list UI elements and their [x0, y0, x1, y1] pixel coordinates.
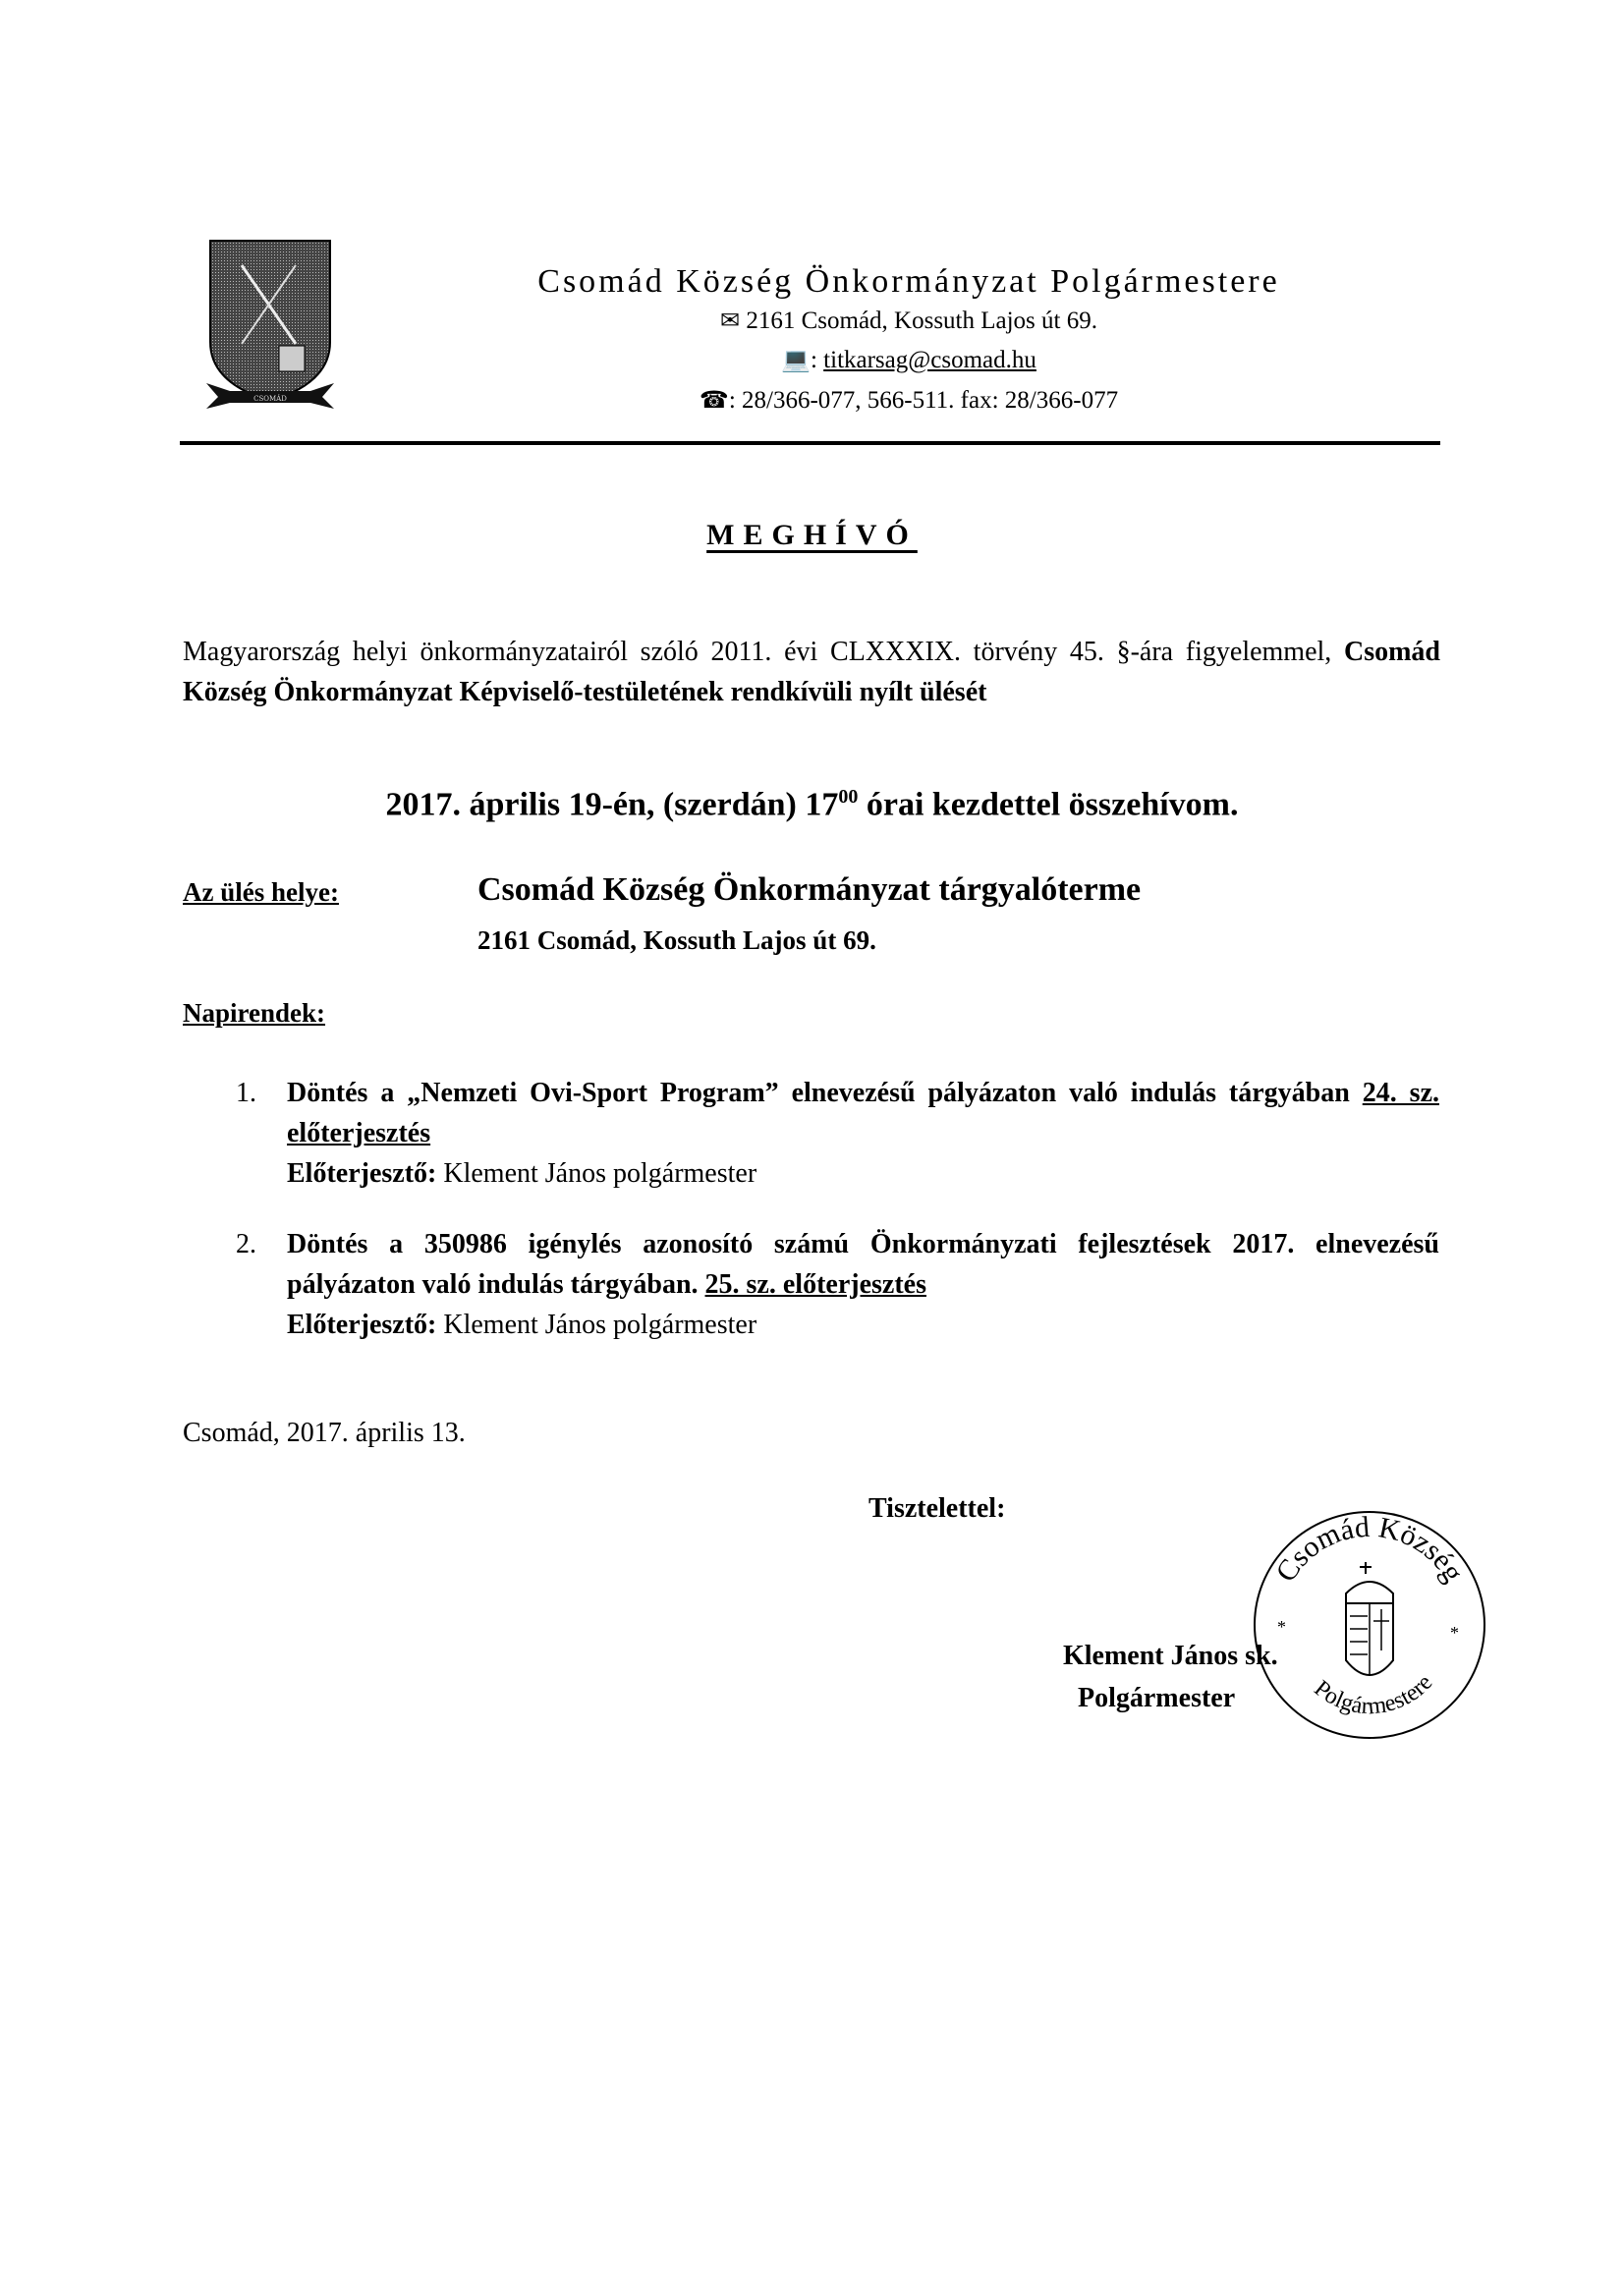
phone-line — [442, 386, 1375, 415]
agenda-item-text — [287, 1073, 1439, 1153]
star-icon: * — [1277, 1617, 1286, 1637]
address-line — [442, 307, 1375, 335]
phone-text: : 28/366-077, 566-511. fax: 28/366-077 — [728, 387, 1119, 414]
intro-bold: Csomád Község Önkormányzat Képviselő-testületének rendkívüli nyílt ülését — [183, 637, 1440, 707]
agenda-item-text — [287, 1224, 1439, 1305]
stamp-top-text: Csomád Község — [1269, 1510, 1471, 1588]
agenda-item-title: Döntés a 350986 igénylés azonosító számú Önkormányzati fejlesztések 2017. elnevezésű pályázaton való indulás tárgyában. — [287, 1229, 1439, 1300]
svg-text:CSOMÁD: CSOMÁD — [253, 395, 287, 403]
agenda-item — [236, 1073, 1439, 1194]
meeting-date-after: órai kezdettel összehívom. — [858, 786, 1239, 823]
venue-name: Csomád Község Önkormányzat tárgyalóterme — [477, 871, 1142, 908]
email-prefix: : — [810, 347, 824, 373]
telephone-icon: ☎ — [699, 388, 729, 414]
intro-plain: Magyarország helyi önkormányzatairól szóló 2011. évi CLXXXIX. törvény 45. §-ára figyelemmel, — [183, 637, 1344, 667]
place-and-date: Csomád, 2017. április 13. — [183, 1418, 466, 1448]
presenter-name: Klement János polgármester — [436, 1158, 757, 1189]
agenda-label: Napirendek: — [183, 998, 326, 1028]
hungarian-coat-of-arms-icon — [1346, 1562, 1393, 1676]
agenda-item-number: 2. — [236, 1229, 256, 1259]
agenda-item-reference: 24. sz. előterjesztés — [287, 1078, 1439, 1148]
agenda-item-presenter — [287, 1305, 1439, 1345]
coat-of-arms-icon — [202, 236, 338, 411]
document-title-text: MEGHÍVÓ — [706, 519, 918, 551]
closing-salutation: Tisztelettel: — [868, 1493, 1006, 1524]
organization-name: Csomád Község Önkormányzat Polgármestere — [537, 263, 1280, 300]
stamp-bottom-text: Polgármestere — [1309, 1669, 1438, 1720]
venue-label: Az ülés helye: — [183, 877, 339, 907]
signatory-name: Klement János sk. — [1063, 1641, 1278, 1671]
meeting-minutes: 00 — [838, 786, 859, 808]
star-icon: * — [1450, 1623, 1459, 1643]
meeting-date-line — [0, 786, 1624, 823]
letterhead-divider — [180, 441, 1440, 445]
meeting-date: 2017. április 19-én, (szerdán) 17 — [385, 786, 839, 823]
email-link[interactable]: titkarsag@csomad.hu — [823, 347, 1036, 373]
envelope-icon: ✉ — [719, 308, 741, 334]
venue-address: 2161 Csomád, Kossuth Lajos út 69. — [477, 925, 876, 955]
agenda-item-title: Döntés a „Nemzeti Ovi-Sport Program” elnevezésű pályázaton való indulás tárgyában — [287, 1078, 1363, 1108]
signatory-role: Polgármester — [1078, 1683, 1236, 1713]
email-line — [442, 346, 1375, 374]
address-text: 2161 Csomád, Kossuth Lajos út 69. — [746, 307, 1097, 334]
agenda-item — [236, 1224, 1439, 1345]
document-title — [0, 519, 1624, 552]
agenda-item-number: 1. — [236, 1078, 256, 1108]
presenter-name: Klement János polgármester — [436, 1310, 757, 1340]
agenda-item-reference: 25. sz. előterjesztés — [704, 1269, 926, 1300]
presenter-label: Előterjesztő: — [287, 1310, 437, 1340]
official-stamp — [1248, 1503, 1491, 1747]
computer-icon: 💻 — [781, 348, 811, 373]
agenda-item-presenter — [287, 1153, 1439, 1194]
presenter-label: Előterjesztő: — [287, 1158, 437, 1189]
intro-paragraph — [183, 632, 1440, 712]
